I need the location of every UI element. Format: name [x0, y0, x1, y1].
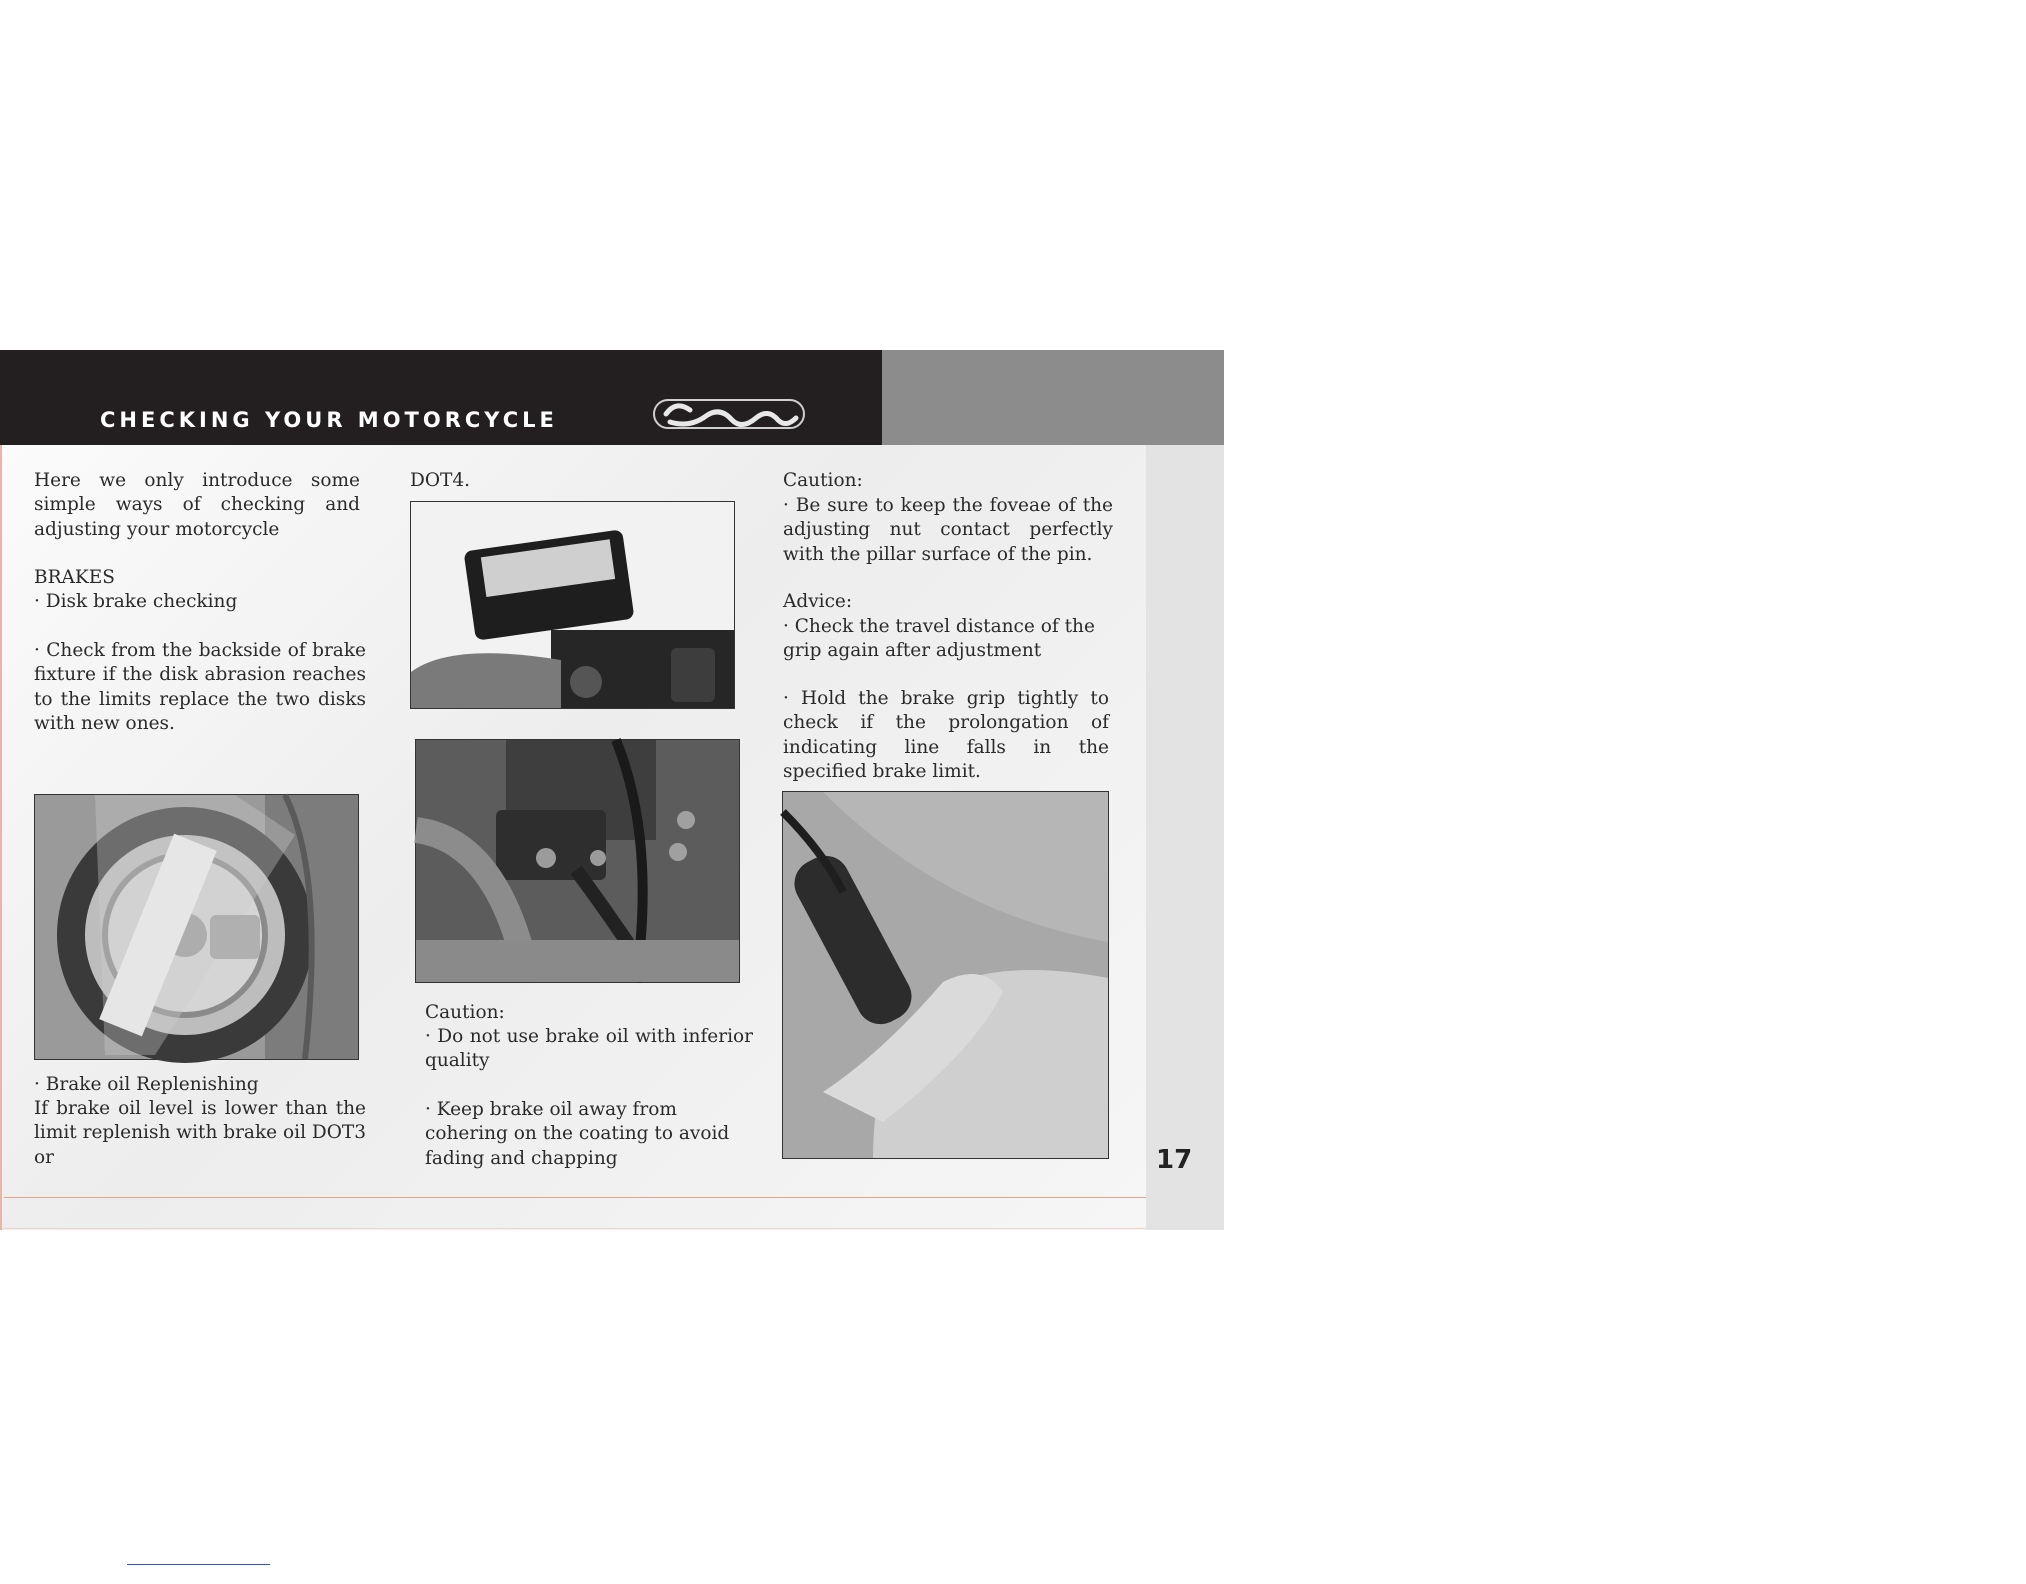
right-caution-label: Caution: — [783, 470, 863, 491]
underline-mark — [127, 1564, 270, 1565]
brand-bar — [882, 350, 2026, 445]
grip-image-icon — [783, 792, 1108, 1158]
bullet-disk-brake: · Disk brake checking — [34, 591, 238, 612]
wheel-image-icon — [35, 795, 358, 1059]
page-bottom-edge — [2, 1228, 1146, 1229]
middle-caution-2: · Keep brake oil away from cohering on the coating to avoid fading and chapping — [425, 1099, 730, 1169]
middle-caution-label: Caution: — [425, 1002, 505, 1023]
advice-2: · Hold the brake grip tightly to check if the prolongation of indicating line falls in the specified brake limit. — [783, 688, 1109, 783]
advice-label: Advice: — [783, 591, 853, 612]
front-wheel-photo — [34, 794, 359, 1060]
header-bar — [0, 350, 882, 445]
master-cylinder-photo — [415, 739, 740, 983]
brakes-heading: BRAKES — [34, 567, 115, 588]
reservoir-image-icon — [411, 502, 734, 708]
bottom-rule — [4, 1197, 1148, 1198]
page-title: CHECKING YOUR MOTORCYCLE — [100, 408, 558, 432]
advice-1: · Check the travel distance of the grip again after adjustment — [783, 616, 1095, 662]
manual-page — [0, 350, 2026, 1230]
brake-reservoir-photo — [410, 501, 735, 709]
dot4-text: DOT4. — [410, 470, 470, 491]
brand-name: KEEWAY — [1876, 396, 2026, 436]
keeway-emblem-icon — [1796, 392, 1846, 442]
page-number: 17 — [1156, 1145, 1193, 1175]
bullet-brake-oil: · Brake oil Replenishing — [34, 1074, 259, 1095]
page-sidebar — [1146, 445, 1224, 1230]
intro-text: Here we only introduce some simple ways of checking and adjusting your motorcycle — [34, 470, 360, 540]
middle-caution-1: · Do not use brake oil with inferior quality — [425, 1026, 753, 1072]
brake-grip-photo — [782, 791, 1109, 1159]
bullet-check-disk: · Check from the backside of brake fixture if the disk abrasion reaches to the limits replace the two disks with new ones. — [34, 640, 366, 735]
cruiser-logo-icon — [652, 394, 807, 434]
cylinder-image-icon — [416, 740, 739, 982]
brake-oil-text: If brake oil level is lower than the limit replenish with brake oil DOT3 or — [34, 1098, 366, 1168]
right-caution-1: · Be sure to keep the foveae of the adjusting nut contact perfectly with the pillar surface of the pin. — [783, 495, 1113, 565]
content-area — [0, 445, 1148, 1230]
